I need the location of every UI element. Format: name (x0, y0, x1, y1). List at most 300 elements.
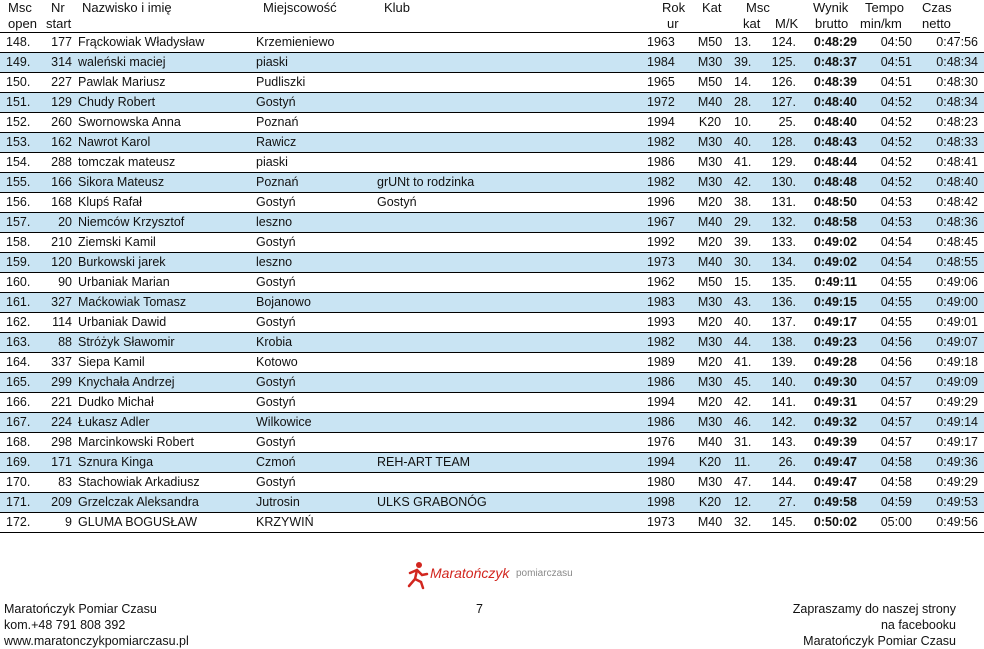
cell-name: Grzelczak Aleksandra (78, 493, 256, 513)
cell-msc-kat: 43. (734, 293, 763, 313)
cell-club (377, 513, 647, 533)
cell-club (377, 433, 647, 453)
cell-netto: 0:49:53 (912, 493, 984, 513)
cell-kat: M40 (686, 213, 734, 233)
cell-brutto: 0:48:58 (796, 213, 857, 233)
table-row (0, 513, 984, 533)
cell-brutto: 0:48:44 (796, 153, 857, 173)
header-year-1: Rok (662, 0, 686, 15)
cell-name: Urbaniak Dawid (78, 313, 256, 333)
maratonczyk-logo (404, 559, 573, 593)
cell-brutto: 0:50:02 (796, 513, 857, 533)
cell-kat: M20 (686, 393, 734, 413)
table-row (0, 93, 984, 113)
cell-nr: 120 (44, 253, 78, 273)
cell-netto: 0:49:06 (912, 273, 984, 293)
cell-year: 1998 (647, 493, 686, 513)
logo-brand: Maratończyk (430, 565, 510, 581)
cell-tempo: 04:53 (857, 213, 912, 233)
logo-sub: pomiarczasu (516, 568, 573, 579)
cell-brutto: 0:48:39 (796, 73, 857, 93)
header-name: Nazwisko i imię (82, 0, 172, 15)
cell-msc-mk: 26. (763, 453, 796, 473)
cell-city: Gostyń (256, 313, 377, 333)
cell-kat: K20 (686, 113, 734, 133)
cell-netto: 0:49:00 (912, 293, 984, 313)
cell-city: Krzemieniewo (256, 33, 377, 53)
header-tempo-2: min/km (860, 16, 902, 31)
cell-name: Siepa Kamil (78, 353, 256, 373)
cell-msc-kat: 42. (734, 173, 763, 193)
cell-kat: K20 (686, 453, 734, 473)
cell-tempo: 04:55 (857, 273, 912, 293)
table-row (0, 333, 984, 353)
cell-club: Gostyń (377, 193, 647, 213)
cell-name: Chudy Robert (78, 93, 256, 113)
cell-club (377, 253, 647, 273)
cell-city: Pudliszki (256, 73, 377, 93)
cell-msc-mk: 129. (763, 153, 796, 173)
table-row (0, 413, 984, 433)
cell-kat: M40 (686, 253, 734, 273)
cell-tempo: 04:58 (857, 473, 912, 493)
cell-brutto: 0:49:47 (796, 453, 857, 473)
cell-city: Gostyń (256, 393, 377, 413)
cell-name: Frąckowiak Władysław (78, 33, 256, 53)
cell-msc-open: 162. (0, 313, 44, 333)
footer-left-3: www.maratonczykpomiarczasu.pl (4, 634, 189, 648)
cell-brutto: 0:49:58 (796, 493, 857, 513)
cell-club: ULKS GRABONÓG (377, 493, 647, 513)
cell-name: tomczak mateusz (78, 153, 256, 173)
cell-tempo: 04:53 (857, 193, 912, 213)
cell-kat: M50 (686, 73, 734, 93)
cell-tempo: 04:54 (857, 233, 912, 253)
cell-nr: 227 (44, 73, 78, 93)
cell-msc-mk: 133. (763, 233, 796, 253)
cell-msc-open: 152. (0, 113, 44, 133)
cell-msc-kat: 41. (734, 153, 763, 173)
cell-netto: 0:49:56 (912, 513, 984, 533)
cell-name: GLUMA BOGUSŁAW (78, 513, 256, 533)
cell-club (377, 233, 647, 253)
cell-tempo: 04:59 (857, 493, 912, 513)
cell-name: Swornowska Anna (78, 113, 256, 133)
cell-nr: 83 (44, 473, 78, 493)
cell-brutto: 0:49:15 (796, 293, 857, 313)
table-header (0, 0, 960, 34)
cell-msc-mk: 135. (763, 273, 796, 293)
cell-msc-open: 155. (0, 173, 44, 193)
cell-club (377, 473, 647, 493)
cell-name: Klupś Rafał (78, 193, 256, 213)
cell-nr: 209 (44, 493, 78, 513)
cell-msc-mk: 132. (763, 213, 796, 233)
cell-tempo: 04:51 (857, 73, 912, 93)
cell-year: 1973 (647, 513, 686, 533)
table-row (0, 273, 984, 293)
table-row (0, 113, 984, 133)
cell-msc-open: 150. (0, 73, 44, 93)
cell-year: 1993 (647, 313, 686, 333)
cell-name: Sikora Mateusz (78, 173, 256, 193)
cell-msc-kat: 40. (734, 313, 763, 333)
cell-netto: 0:48:41 (912, 153, 984, 173)
cell-brutto: 0:49:31 (796, 393, 857, 413)
cell-msc-kat: 12. (734, 493, 763, 513)
cell-club (377, 153, 647, 173)
cell-msc-kat: 32. (734, 513, 763, 533)
cell-kat: K20 (686, 493, 734, 513)
cell-kat: M20 (686, 193, 734, 213)
cell-name: Maćkowiak Tomasz (78, 293, 256, 313)
cell-year: 1983 (647, 293, 686, 313)
cell-netto: 0:48:34 (912, 93, 984, 113)
results-table (0, 33, 984, 533)
table-row (0, 233, 984, 253)
cell-kat: M30 (686, 333, 734, 353)
cell-year: 1962 (647, 273, 686, 293)
cell-nr: 162 (44, 133, 78, 153)
cell-netto: 0:49:17 (912, 433, 984, 453)
header-kat-2: kat (743, 16, 761, 31)
cell-tempo: 04:56 (857, 353, 912, 373)
cell-msc-kat: 39. (734, 233, 763, 253)
cell-year: 1967 (647, 213, 686, 233)
cell-msc-kat: 44. (734, 333, 763, 353)
cell-nr: 171 (44, 453, 78, 473)
cell-msc-open: 148. (0, 33, 44, 53)
cell-tempo: 04:50 (857, 33, 912, 53)
header-netto-2: netto (922, 16, 951, 31)
cell-city: Gostyń (256, 93, 377, 113)
cell-year: 1986 (647, 373, 686, 393)
cell-netto: 0:49:14 (912, 413, 984, 433)
cell-club (377, 333, 647, 353)
cell-nr: 224 (44, 413, 78, 433)
cell-netto: 0:48:33 (912, 133, 984, 153)
cell-kat: M30 (686, 53, 734, 73)
cell-tempo: 04:58 (857, 453, 912, 473)
header-brutto-2: brutto (815, 16, 849, 31)
footer-right-3: Maratończyk Pomiar Czasu (803, 634, 956, 648)
cell-year: 1986 (647, 153, 686, 173)
table-row (0, 313, 984, 333)
cell-msc-open: 154. (0, 153, 44, 173)
cell-city: Czmoń (256, 453, 377, 473)
cell-club (377, 53, 647, 73)
cell-msc-mk: 131. (763, 193, 796, 213)
cell-city: Poznań (256, 173, 377, 193)
table-row (0, 473, 984, 493)
table-row (0, 173, 984, 193)
cell-netto: 0:49:09 (912, 373, 984, 393)
header-year-2: ur (667, 16, 679, 31)
cell-netto: 0:49:07 (912, 333, 984, 353)
cell-brutto: 0:49:02 (796, 233, 857, 253)
cell-city: piaski (256, 53, 377, 73)
cell-tempo: 04:52 (857, 93, 912, 113)
cell-nr: 299 (44, 373, 78, 393)
cell-netto: 0:48:30 (912, 73, 984, 93)
header-brutto-1: Wynik (813, 0, 849, 15)
cell-tempo: 04:56 (857, 333, 912, 353)
cell-club (377, 373, 647, 393)
cell-msc-open: 169. (0, 453, 44, 473)
cell-nr: 166 (44, 173, 78, 193)
cell-msc-open: 164. (0, 353, 44, 373)
cell-brutto: 0:48:48 (796, 173, 857, 193)
cell-year: 1996 (647, 193, 686, 213)
table-row (0, 393, 984, 413)
cell-city: leszno (256, 253, 377, 273)
cell-msc-kat: 30. (734, 253, 763, 273)
cell-nr: 337 (44, 353, 78, 373)
cell-name: Dudko Michał (78, 393, 256, 413)
cell-netto: 0:48:45 (912, 233, 984, 253)
table-row (0, 193, 984, 213)
cell-msc-open: 171. (0, 493, 44, 513)
header-club: Klub (384, 0, 411, 15)
cell-msc-mk: 137. (763, 313, 796, 333)
cell-kat: M20 (686, 353, 734, 373)
cell-club (377, 73, 647, 93)
table-row (0, 33, 984, 53)
cell-nr: 177 (44, 33, 78, 53)
cell-tempo: 04:55 (857, 313, 912, 333)
header-nr-2: start (46, 16, 72, 31)
cell-tempo: 04:52 (857, 133, 912, 153)
footer-left-2: kom.+48 791 808 392 (4, 618, 126, 632)
cell-name: Marcinkowski Robert (78, 433, 256, 453)
cell-tempo: 04:52 (857, 173, 912, 193)
cell-year: 1982 (647, 333, 686, 353)
cell-city: piaski (256, 153, 377, 173)
cell-year: 1973 (647, 253, 686, 273)
table-row (0, 293, 984, 313)
cell-kat: M30 (686, 473, 734, 493)
cell-year: 1994 (647, 113, 686, 133)
cell-brutto: 0:48:37 (796, 53, 857, 73)
cell-brutto: 0:48:40 (796, 113, 857, 133)
cell-nr: 260 (44, 113, 78, 133)
cell-msc-kat: 15. (734, 273, 763, 293)
cell-msc-mk: 136. (763, 293, 796, 313)
cell-msc-mk: 130. (763, 173, 796, 193)
cell-brutto: 0:48:43 (796, 133, 857, 153)
cell-nr: 114 (44, 313, 78, 333)
runner-icon (404, 561, 430, 589)
footer-page-number: 7 (476, 602, 483, 616)
header-msc-open-1: Msc (8, 0, 32, 15)
cell-year: 1994 (647, 393, 686, 413)
cell-city: Gostyń (256, 193, 377, 213)
cell-msc-kat: 10. (734, 113, 763, 133)
cell-club (377, 93, 647, 113)
cell-msc-kat: 29. (734, 213, 763, 233)
table-row (0, 453, 984, 473)
cell-brutto: 0:49:02 (796, 253, 857, 273)
table-row (0, 53, 984, 73)
cell-city: Poznań (256, 113, 377, 133)
cell-msc-open: 153. (0, 133, 44, 153)
cell-city: Wilkowice (256, 413, 377, 433)
cell-msc-kat: 14. (734, 73, 763, 93)
cell-msc-open: 149. (0, 53, 44, 73)
cell-msc-mk: 126. (763, 73, 796, 93)
cell-name: Sznura Kinga (78, 453, 256, 473)
footer-right-2: na facebooku (880, 618, 956, 632)
cell-year: 1972 (647, 93, 686, 113)
cell-netto: 0:48:23 (912, 113, 984, 133)
cell-msc-mk: 125. (763, 53, 796, 73)
table-row (0, 73, 984, 93)
cell-msc-kat: 31. (734, 433, 763, 453)
header-mk-2: M/K (775, 16, 799, 31)
cell-msc-kat: 28. (734, 93, 763, 113)
cell-msc-kat: 45. (734, 373, 763, 393)
cell-nr: 88 (44, 333, 78, 353)
cell-tempo: 04:57 (857, 393, 912, 413)
cell-msc-mk: 128. (763, 133, 796, 153)
cell-year: 1982 (647, 133, 686, 153)
cell-brutto: 0:48:50 (796, 193, 857, 213)
cell-club (377, 413, 647, 433)
cell-netto: 0:48:55 (912, 253, 984, 273)
cell-msc-mk: 144. (763, 473, 796, 493)
table-row (0, 133, 984, 153)
cell-city: Gostyń (256, 433, 377, 453)
cell-year: 1994 (647, 453, 686, 473)
cell-club (377, 113, 647, 133)
cell-msc-kat: 13. (734, 33, 763, 53)
cell-year: 1992 (647, 233, 686, 253)
cell-club (377, 213, 647, 233)
cell-city: Rawicz (256, 133, 377, 153)
cell-brutto: 0:49:17 (796, 313, 857, 333)
cell-msc-mk: 143. (763, 433, 796, 453)
cell-brutto: 0:48:40 (796, 93, 857, 113)
cell-msc-open: 167. (0, 413, 44, 433)
cell-club (377, 273, 647, 293)
cell-msc-open: 159. (0, 253, 44, 273)
cell-city: Kotowo (256, 353, 377, 373)
footer-left-1: Maratończyk Pomiar Czasu (4, 602, 157, 616)
cell-nr: 221 (44, 393, 78, 413)
cell-msc-mk: 124. (763, 33, 796, 53)
cell-netto: 0:49:01 (912, 313, 984, 333)
cell-msc-open: 172. (0, 513, 44, 533)
table-row (0, 353, 984, 373)
cell-brutto: 0:49:47 (796, 473, 857, 493)
cell-msc-open: 170. (0, 473, 44, 493)
cell-year: 1984 (647, 53, 686, 73)
cell-kat: M50 (686, 33, 734, 53)
table-row (0, 433, 984, 453)
cell-club: grUNt to rodzinka (377, 173, 647, 193)
cell-brutto: 0:49:30 (796, 373, 857, 393)
cell-netto: 0:49:18 (912, 353, 984, 373)
cell-netto: 0:48:40 (912, 173, 984, 193)
cell-netto: 0:48:36 (912, 213, 984, 233)
cell-brutto: 0:49:23 (796, 333, 857, 353)
cell-msc-open: 168. (0, 433, 44, 453)
cell-club (377, 33, 647, 53)
cell-tempo: 04:52 (857, 153, 912, 173)
cell-netto: 0:48:34 (912, 53, 984, 73)
cell-msc-mk: 142. (763, 413, 796, 433)
cell-city: Gostyń (256, 373, 377, 393)
cell-brutto: 0:49:32 (796, 413, 857, 433)
cell-brutto: 0:49:39 (796, 433, 857, 453)
cell-kat: M20 (686, 313, 734, 333)
cell-msc-kat: 39. (734, 53, 763, 73)
cell-club (377, 313, 647, 333)
cell-name: Niemców Krzysztof (78, 213, 256, 233)
cell-netto: 0:47:56 (912, 33, 984, 53)
cell-msc-mk: 25. (763, 113, 796, 133)
table-row (0, 493, 984, 513)
cell-netto: 0:48:42 (912, 193, 984, 213)
cell-kat: M40 (686, 433, 734, 453)
cell-nr: 314 (44, 53, 78, 73)
cell-year: 1989 (647, 353, 686, 373)
cell-name: Pawlak Mariusz (78, 73, 256, 93)
table-row (0, 213, 984, 233)
header-tempo-1: Tempo (865, 0, 905, 15)
cell-kat: M30 (686, 373, 734, 393)
cell-club: REH-ART TEAM (377, 453, 647, 473)
cell-tempo: 04:52 (857, 113, 912, 133)
table-row (0, 153, 984, 173)
cell-msc-mk: 27. (763, 493, 796, 513)
cell-city: Gostyń (256, 273, 377, 293)
cell-msc-mk: 141. (763, 393, 796, 413)
cell-tempo: 05:00 (857, 513, 912, 533)
cell-city: Gostyń (256, 233, 377, 253)
cell-brutto: 0:49:11 (796, 273, 857, 293)
cell-msc-mk: 127. (763, 93, 796, 113)
cell-year: 1965 (647, 73, 686, 93)
cell-netto: 0:49:29 (912, 473, 984, 493)
header-kat-1: Kat (702, 0, 722, 15)
table-row (0, 373, 984, 393)
cell-club (377, 353, 647, 373)
cell-club (377, 293, 647, 313)
cell-msc-open: 161. (0, 293, 44, 313)
cell-msc-kat: 38. (734, 193, 763, 213)
cell-name: Nawrot Karol (78, 133, 256, 153)
cell-city: KRZYWIŃ (256, 513, 377, 533)
cell-kat: M30 (686, 173, 734, 193)
cell-msc-kat: 41. (734, 353, 763, 373)
cell-msc-mk: 140. (763, 373, 796, 393)
cell-msc-mk: 139. (763, 353, 796, 373)
cell-nr: 20 (44, 213, 78, 233)
cell-kat: M30 (686, 153, 734, 173)
cell-nr: 9 (44, 513, 78, 533)
cell-name: Stachowiak Arkadiusz (78, 473, 256, 493)
cell-name: Urbaniak Marian (78, 273, 256, 293)
header-msc-open-2: open (8, 16, 37, 31)
cell-club (377, 393, 647, 413)
cell-msc-mk: 138. (763, 333, 796, 353)
header-netto-1: Czas (922, 0, 952, 15)
cell-tempo: 04:57 (857, 373, 912, 393)
cell-msc-kat: 40. (734, 133, 763, 153)
cell-msc-open: 151. (0, 93, 44, 113)
cell-msc-open: 158. (0, 233, 44, 253)
